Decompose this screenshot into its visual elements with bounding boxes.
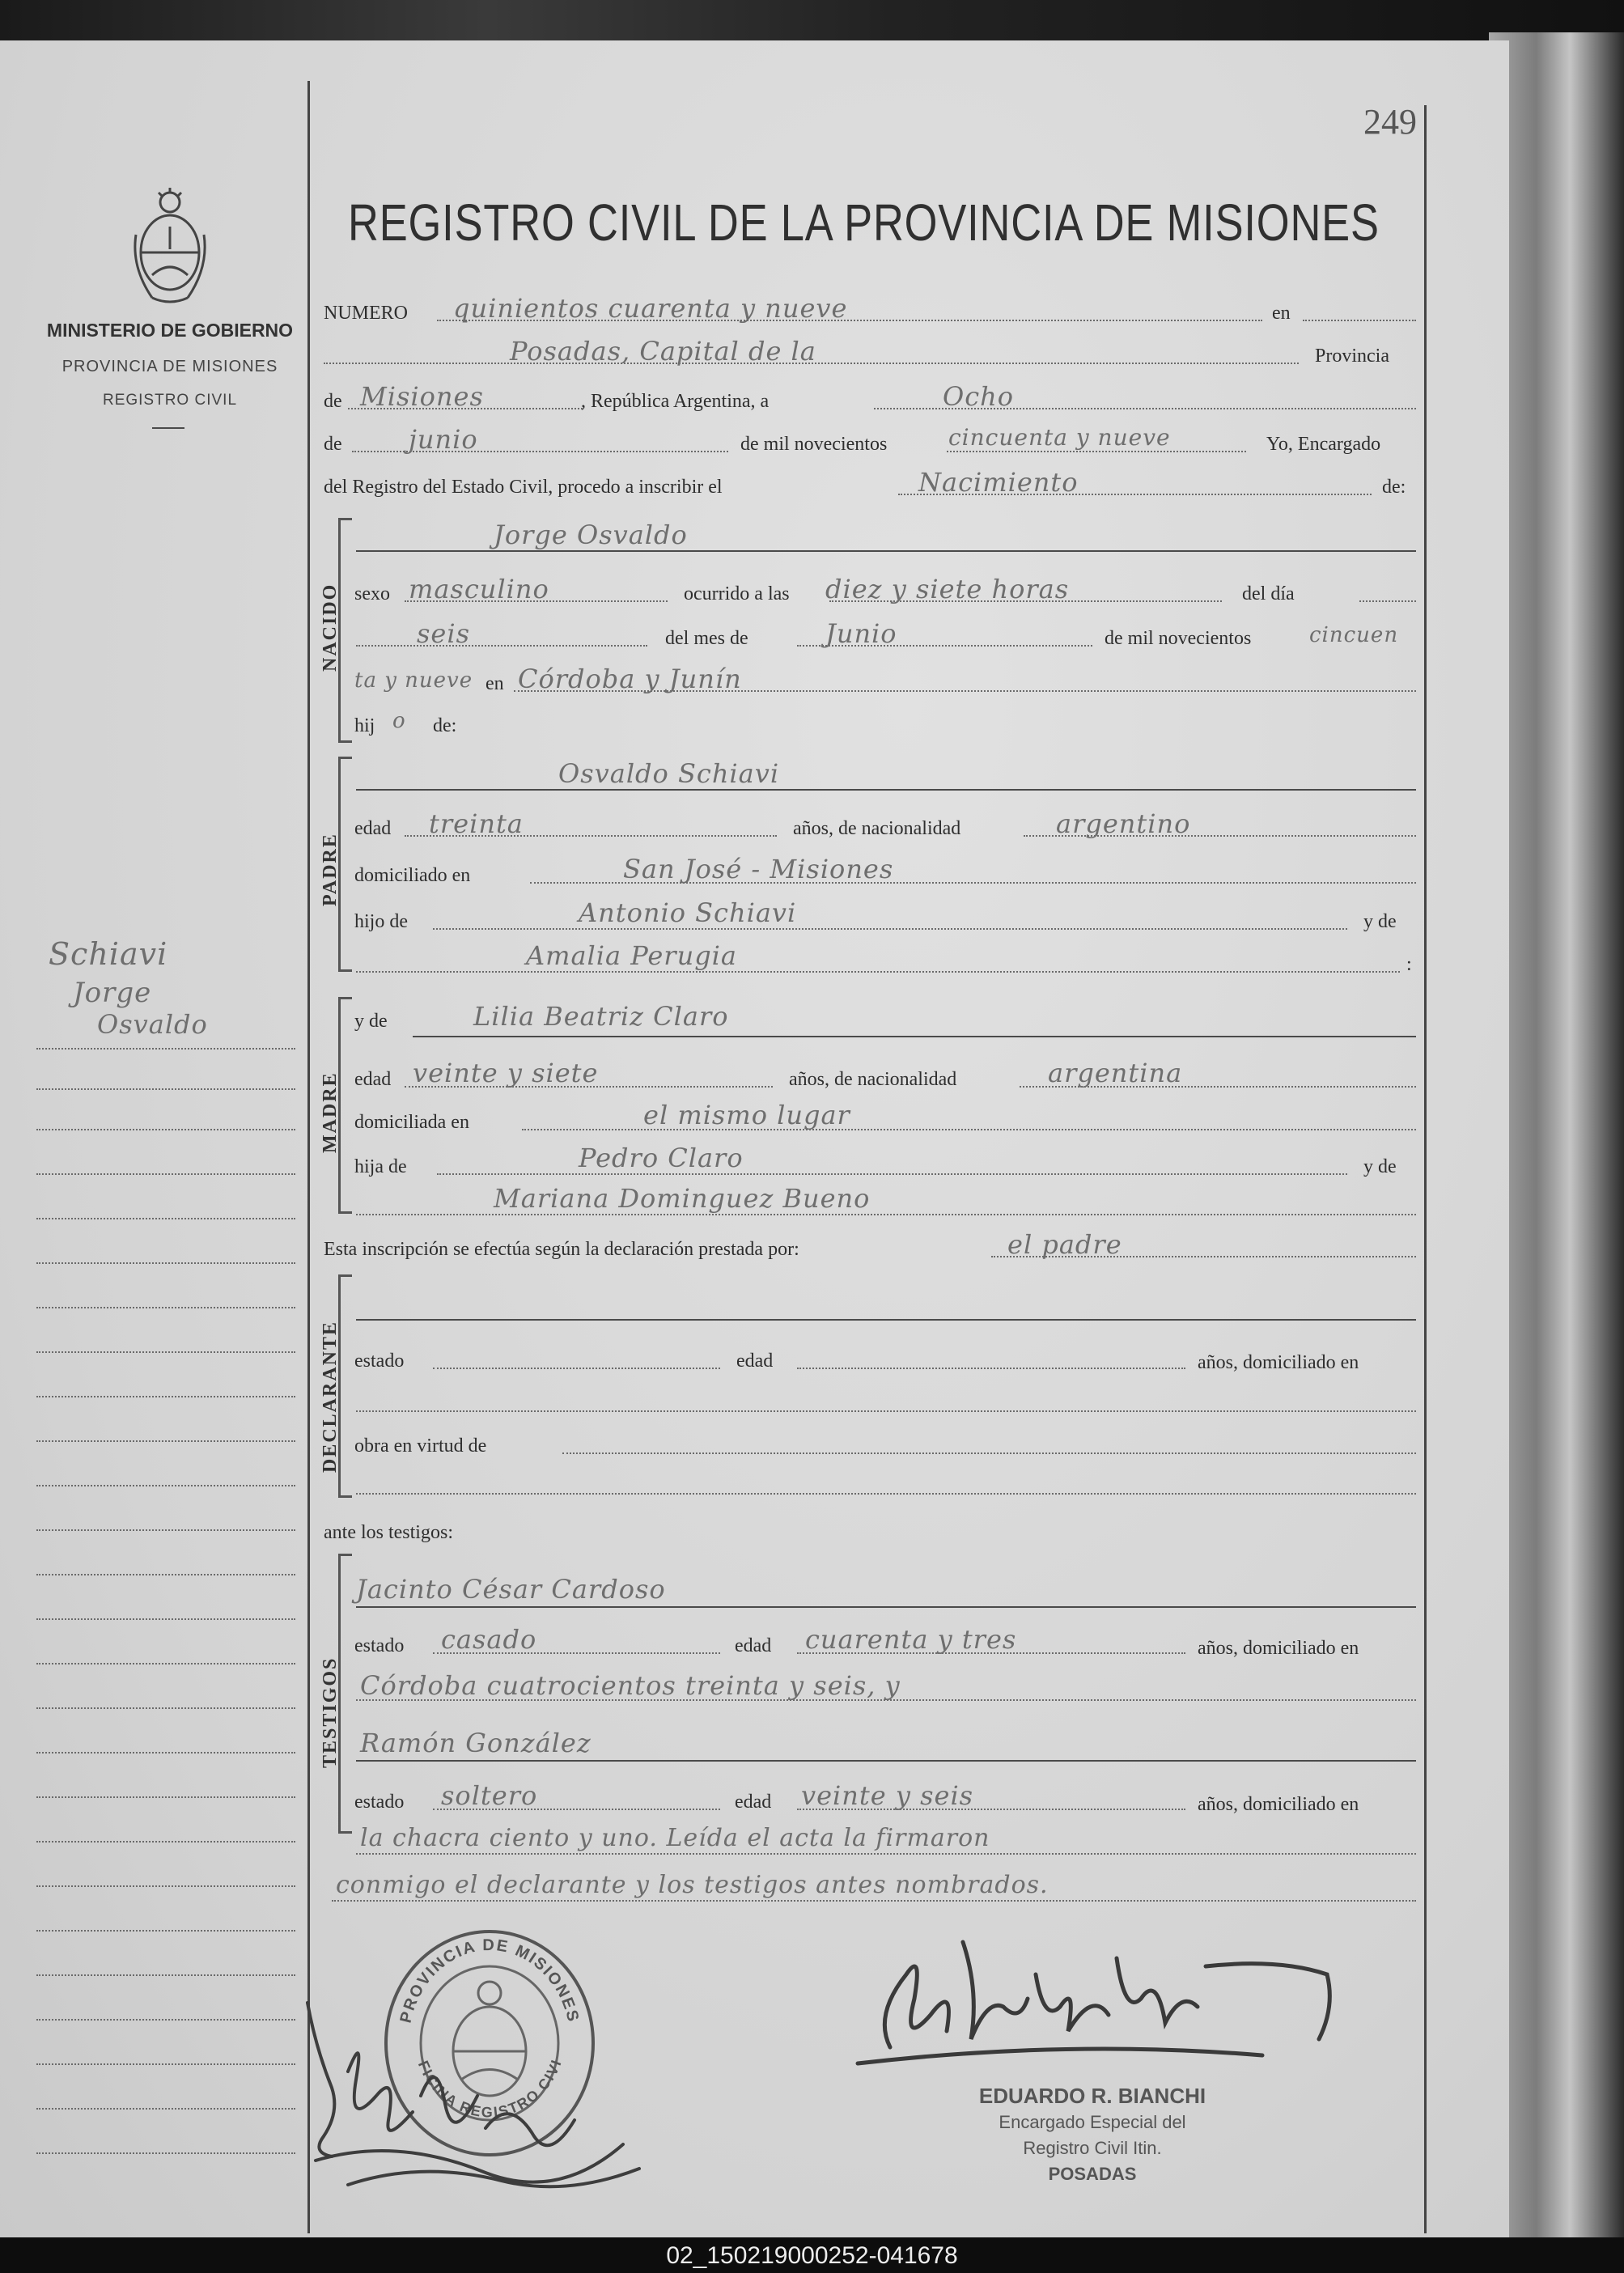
padre-colon: : — [1406, 954, 1412, 975]
declarante-estado-label: estado — [354, 1351, 405, 1372]
nacido-year-part1: cincuen — [1309, 623, 1399, 647]
declarante-domicilio-line — [356, 1410, 1416, 1412]
t2-estado-label: estado — [354, 1792, 405, 1813]
t2-domicilio-line — [356, 1853, 1416, 1855]
testigo-1-domicilio: Córdoba cuatrocientos treinta y seis, y — [360, 1670, 901, 1701]
margin-note-surname: Schiavi — [49, 936, 168, 972]
padre-hijo-line — [433, 928, 1347, 930]
de3-label: de: — [1382, 477, 1406, 498]
declarante-obra-label: obra en virtud de — [354, 1435, 487, 1457]
madre-padre-de-value: Pedro Claro — [579, 1143, 744, 1173]
numero-label: NUMERO — [324, 303, 409, 324]
madre-y-de-label: y de — [354, 1011, 388, 1032]
madre-nacionalidad-value: argentina — [1048, 1058, 1183, 1088]
testigo-2-edad: veinte y seis — [801, 1780, 974, 1811]
testigos-intro-label: ante los testigos: — [324, 1522, 453, 1543]
dia-line — [356, 645, 647, 647]
declaracion-value: el padre — [1007, 1229, 1122, 1260]
madre-y-de2-label: y de — [1363, 1156, 1397, 1177]
t1-estado-label: estado — [354, 1635, 405, 1656]
declarante-extra-line — [356, 1493, 1416, 1495]
dia-end-line — [1359, 600, 1416, 602]
mes-label: del mes de — [665, 628, 748, 649]
testigo-1-name: Jacinto César Cardoso — [356, 1574, 666, 1605]
sexo-label: sexo — [354, 583, 390, 604]
de2-label: de — [324, 434, 342, 455]
nacido-mil-label: de mil novecientos — [1105, 628, 1252, 649]
madre-name-value: Lilia Beatriz Claro — [473, 1001, 729, 1032]
declarante-name-line — [356, 1319, 1416, 1321]
closing-line — [332, 1900, 1416, 1902]
seal-text-bottom: FICINA REGISTRO CIVI — [414, 2056, 566, 2121]
day-value: Ocho — [943, 381, 1015, 412]
padre-madre-de-value: Amalia Perugia — [526, 940, 737, 971]
closing-text: conmigo el declarante y los testigos antes nombrados. — [336, 1871, 1049, 1899]
left-margin-rule — [307, 81, 310, 2233]
madre-nacionalidad-label: años, de nacionalidad — [789, 1069, 957, 1090]
ministry-name: MINISTERIO DE GOBIERNO — [46, 320, 294, 341]
madre-madre-de-value: Mariana Dominguez Bueno — [494, 1183, 871, 1214]
nacido-name-value: Jorge Osvaldo — [494, 519, 688, 550]
stamp-line-1: Encargado Especial del — [999, 2112, 1186, 2132]
t1-domiciliado-label: años, domiciliado en — [1198, 1638, 1359, 1659]
hora-value: diez y siete horas — [825, 574, 1070, 604]
header-divider — [152, 427, 184, 429]
en-line — [1303, 320, 1416, 321]
registro-label: del Registro del Estado Civil, procedo a inscribir el — [324, 477, 723, 498]
ocurrido-label: ocurrido a las — [684, 583, 790, 604]
right-margin-rule — [1424, 105, 1427, 2233]
madre-hija-label: hija de — [354, 1156, 407, 1177]
madre-edad-value: veinte y siete — [413, 1058, 599, 1088]
declarante-edad-label: edad — [736, 1351, 774, 1372]
hij-de-label: de: — [433, 715, 457, 736]
republica-label: , República Argentina, a — [581, 391, 770, 412]
declarante-estado-line — [433, 1368, 720, 1369]
t1-name-line — [356, 1606, 1416, 1608]
padre-domicilio-label: domiciliado en — [354, 865, 471, 886]
nacido-name-line — [356, 550, 1416, 552]
padre-edad-value: treinta — [429, 808, 524, 839]
madre-edad-label: edad — [354, 1069, 392, 1090]
province-name: PROVINCIA DE MISIONES — [61, 358, 278, 375]
padre-hijo-label: hijo de — [354, 911, 408, 932]
declaracion-label: Esta inscripción se efectúa según la declaración prestada por: — [324, 1239, 799, 1260]
registry-name: REGISTRO CIVIL — [102, 392, 238, 409]
month-value: junio — [409, 424, 478, 455]
hij-label: hij — [354, 715, 375, 736]
declarante-section-label: DECLARANTE — [320, 1320, 341, 1473]
stamp-official-name: EDUARDO R. BIANCHI — [978, 2084, 1206, 2108]
numero-value: quinientos cuarenta y nueve — [453, 293, 848, 324]
book-page-edges — [1489, 32, 1624, 2241]
padre-domicilio-value: San José - Misiones — [623, 854, 894, 884]
nacido-section-label: NACIDO — [320, 583, 341, 672]
dia-label: del día — [1242, 583, 1295, 604]
stamp-line-2: Registro Civil Itin. — [1023, 2138, 1162, 2158]
padre-nacionalidad-label: años, de nacionalidad — [793, 818, 961, 839]
margin-note-first-name: Jorge — [73, 977, 152, 1009]
hij-value: o — [392, 709, 406, 733]
place-value: Posadas, Capital de la — [510, 336, 816, 367]
t2-domiciliado-label: años, domiciliado en — [1198, 1794, 1359, 1815]
t1-edad-label: edad — [735, 1635, 772, 1656]
year-value: cincuenta y nueve — [948, 424, 1171, 451]
declarante-edad-line — [797, 1368, 1185, 1369]
nacido-year-part2: ta y nueve — [354, 668, 473, 693]
margin-note-middle-name: Osvaldo — [97, 1009, 208, 1040]
nacido-en-label: en — [486, 673, 504, 694]
madre-domicilio-value: el mismo lugar — [643, 1100, 850, 1130]
testigo-1-edad: cuarenta y tres — [805, 1624, 1017, 1655]
sexo-value: masculino — [409, 574, 549, 604]
year-line — [947, 451, 1246, 452]
page-number: 249 — [1363, 102, 1417, 142]
official-signature — [825, 1926, 1351, 2072]
provincia-label: Provincia — [1315, 346, 1389, 367]
coat-of-arms-icon — [128, 186, 212, 307]
padre-section-label: PADRE — [320, 833, 341, 906]
padre-nacionalidad-value: argentino — [1056, 808, 1191, 839]
witness-signatures — [299, 1999, 647, 2209]
padre-padre-de-value: Antonio Schiavi — [579, 897, 797, 928]
stamp-line-3: POSADAS — [1048, 2164, 1137, 2184]
testigo-1-estado: casado — [441, 1624, 537, 1655]
madre-section-label: MADRE — [320, 1071, 341, 1153]
en-label: en — [1272, 303, 1291, 324]
encargado-label: Yo, Encargado — [1266, 434, 1381, 455]
padre-edad-label: edad — [354, 818, 392, 839]
padre-name-line — [356, 789, 1416, 791]
padre-y-de-label: y de — [1363, 911, 1397, 932]
de-label: de — [324, 391, 342, 412]
province-value: Misiones — [360, 381, 484, 412]
madre-madre-line — [356, 1214, 1416, 1215]
mil-label: de mil novecientos — [740, 434, 888, 455]
t2-edad-label: edad — [735, 1792, 772, 1813]
act-value: Nacimiento — [918, 467, 1079, 498]
testigo-2-domicilio: la chacra ciento y uno. Leída el acta la firmaron — [360, 1824, 990, 1852]
madre-domicilio-label: domiciliada en — [354, 1112, 469, 1133]
declarante-domiciliado-label: años, domiciliado en — [1198, 1352, 1359, 1373]
mes-value: Junio — [825, 618, 897, 649]
seal-text-top: PROVINCIA DE MISIONES — [396, 1936, 583, 2025]
testigos-section-label: TESTIGOS — [320, 1656, 341, 1768]
madre-name-line — [413, 1036, 1416, 1037]
padre-madre-line — [356, 971, 1400, 973]
t2-name-line — [356, 1760, 1416, 1762]
padre-name-value: Osvaldo Schiavi — [558, 758, 780, 789]
madre-hija-line — [437, 1173, 1347, 1175]
testigo-2-estado: soltero — [441, 1780, 538, 1811]
declarante-obra-line — [562, 1452, 1416, 1454]
testigo-2-name: Ramón González — [360, 1728, 592, 1758]
file-id-caption: 02_150219000252-041678 — [666, 2242, 958, 2269]
dia-value: seis — [417, 618, 471, 649]
lugar-value: Córdoba y Junín — [518, 664, 742, 694]
page-title: REGISTRO CIVIL DE LA PROVINCIA DE MISIONES — [348, 193, 1380, 252]
